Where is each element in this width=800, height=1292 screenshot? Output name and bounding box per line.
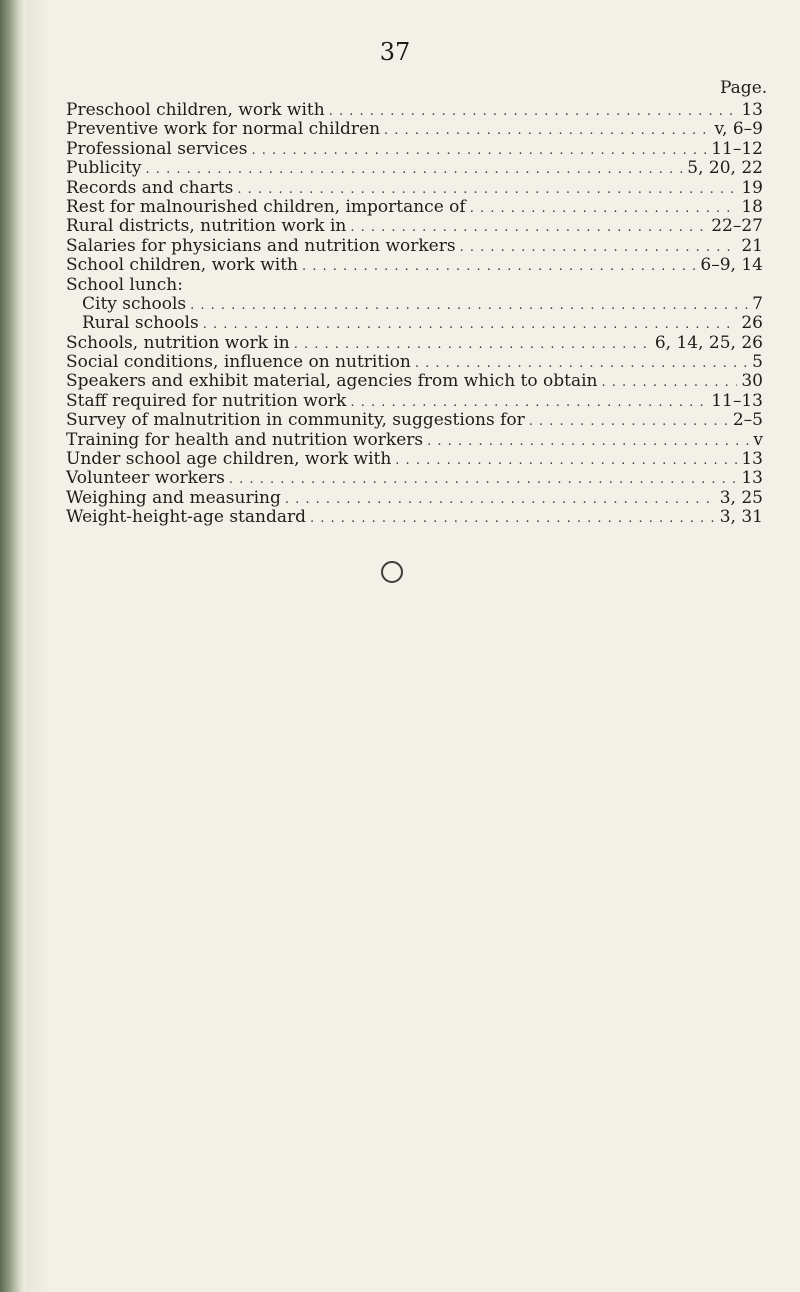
index-heading (66, 276, 763, 295)
index-entry (66, 431, 763, 450)
entry-label: Rural schools (82, 313, 199, 334)
dot-leader (350, 392, 707, 412)
entry-pages: 18 (741, 196, 763, 217)
dot-leader (203, 314, 738, 334)
dot-leader (237, 179, 737, 199)
entry-label: Speakers and exhibit material, agencies from which to obtain (66, 371, 598, 392)
dot-leader (251, 140, 707, 160)
dot-leader (602, 372, 738, 392)
entry-label: Publicity (66, 158, 142, 179)
index-entry (66, 411, 763, 430)
entry-pages: 3, 25 (719, 487, 763, 508)
index-entry (66, 159, 763, 178)
entry-pages: v (753, 429, 763, 450)
index-entry (66, 256, 763, 275)
page-binding-edge (0, 0, 26, 1292)
dot-leader (310, 508, 716, 528)
entry-label: Rural districts, nutrition work in (66, 216, 347, 237)
page-number: 37 (379, 38, 411, 66)
entry-pages: 13 (741, 100, 763, 120)
index-entry (66, 237, 763, 256)
index-entry (66, 353, 763, 372)
index-entry (66, 217, 763, 236)
index-entry (66, 120, 763, 139)
entry-pages: 6–9, 14 (700, 255, 763, 276)
entry-pages: 30 (741, 371, 763, 392)
entry-label: Rest for malnourished children, importance of (66, 196, 466, 217)
entry-pages: 19 (741, 177, 763, 198)
entry-label: Records and charts (66, 177, 234, 198)
entry-pages: 11–12 (711, 138, 763, 159)
dot-leader (294, 334, 651, 354)
entry-pages: 26 (741, 313, 763, 334)
entry-pages: 5 (752, 352, 763, 373)
entry-label: Social conditions, influence on nutrition (66, 352, 411, 373)
dot-leader (146, 159, 684, 179)
entry-pages: 7 (752, 293, 763, 314)
entry-label: Preventive work for normal children (66, 119, 381, 140)
index-entry (66, 334, 763, 353)
page-column-header: Page. (720, 78, 768, 98)
dot-leader (470, 198, 738, 218)
entry-pages: 21 (741, 235, 763, 256)
index-entry (66, 101, 763, 120)
index-entries (66, 101, 763, 528)
entry-label: Preschool children, work with (66, 100, 325, 120)
entry-label: School children, work with (66, 255, 298, 276)
dot-leader (415, 353, 748, 373)
entry-pages: 13 (741, 468, 763, 489)
entry-label: Weight-height-age standard (66, 507, 306, 528)
dot-leader (302, 256, 696, 276)
dot-leader (229, 469, 737, 489)
page-edge-shadow (26, 0, 50, 1292)
entry-label: Volunteer workers (66, 468, 225, 489)
dot-leader (460, 237, 738, 257)
index-entry (66, 140, 763, 159)
entry-pages: 2–5 (732, 410, 763, 431)
index-entry (66, 392, 763, 411)
entry-label: Weighing and measuring (66, 487, 281, 508)
entry-label: Schools, nutrition work in (66, 332, 290, 353)
entry-label: Training for health and nutrition workers (66, 429, 424, 450)
index-subentry (66, 314, 763, 333)
dot-leader (529, 411, 729, 431)
index-entry (66, 508, 763, 527)
entry-pages: 22–27 (711, 216, 763, 237)
entry-label: Salaries for physicians and nutrition workers (66, 235, 456, 256)
index-entry (66, 489, 763, 508)
index-entry (66, 450, 763, 469)
dot-leader (329, 101, 738, 121)
entry-pages: 13 (741, 449, 763, 470)
dot-leader (350, 217, 707, 237)
entry-pages: 6, 14, 25, 26 (654, 332, 763, 353)
index-entry (66, 179, 763, 198)
index-entry (66, 372, 763, 391)
entry-label: Survey of malnutrition in community, suggestions for (66, 410, 525, 431)
entry-label: City schools (82, 293, 187, 314)
entry-pages: 11–13 (711, 390, 763, 411)
index-entry (66, 198, 763, 217)
entry-pages: 5, 20, 22 (687, 158, 763, 179)
entry-pages: 3, 31 (719, 507, 763, 528)
dot-leader (427, 431, 749, 451)
entry-label: School lunch: (66, 274, 183, 295)
printer-circle-mark-icon (381, 561, 403, 583)
dot-leader (395, 450, 737, 470)
index-entry (66, 469, 763, 488)
entry-label: Under school age children, work with (66, 449, 392, 470)
dot-leader (285, 489, 716, 509)
dot-leader (190, 295, 748, 315)
entry-label: Professional services (66, 138, 248, 159)
entry-pages: v, 6–9 (714, 119, 763, 140)
entry-label: Staff required for nutrition work (66, 390, 347, 411)
dot-leader (384, 120, 710, 140)
index-subentry (66, 295, 763, 314)
